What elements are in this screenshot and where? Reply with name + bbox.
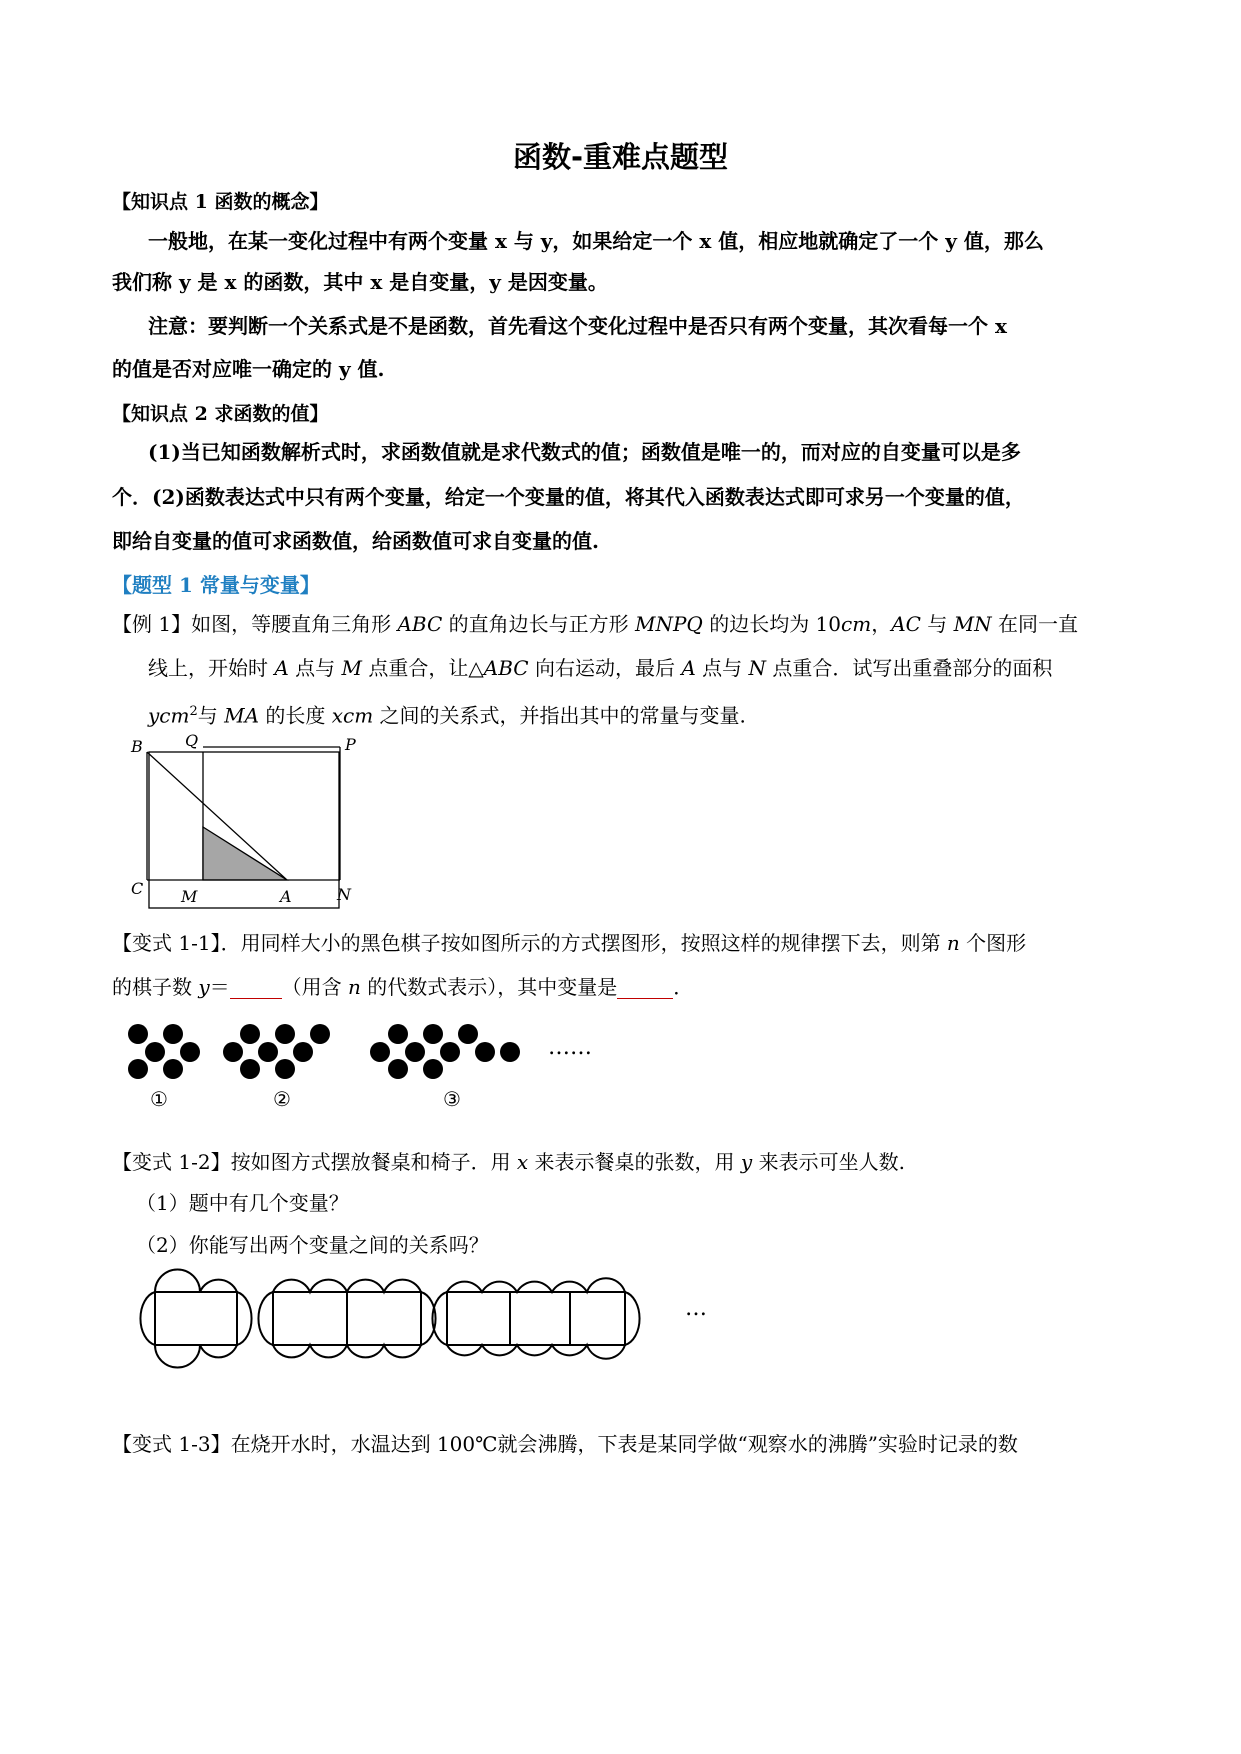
v11-line1: 【变式 1-1】．用同样大小的黑色棋子按如图所示的方式摆图形，按照这样的规律摆下去，则第 n 个图形 [112,931,1027,955]
kp1-note-line2: 的值是否对应唯一确定的 y 值. [112,357,385,381]
type1-heading: 【题型 1 常量与变量】 [112,573,320,597]
label-C: C [131,879,144,898]
tables-ellipsis: … [685,1296,707,1321]
label-M: M [181,887,198,906]
kp2-heading: 【知识点 2 求函数的值】 [112,403,329,425]
page-title: 函数-重难点题型 [512,140,729,174]
pattern-label-1: ① [150,1087,168,1111]
kp1-note-line1: 注意：要判断一个关系式是不是函数，首先看这个变化过程中是否只有两个变量，其次看每一个 x [148,314,1007,338]
ex1-line3: ycm$^2$与 MA 的长度 xcm 之间的关系式，并指出其中的常量与变量. [148,703,746,728]
kp2-line3: 即给自变量的值可求函数值，给函数值可求自变量的值. [112,529,599,553]
pattern-label-2: ② [273,1087,291,1111]
v12-question-2: （2）你能写出两个变量之间的关系吗？ [136,1233,489,1257]
label-N: N [337,885,351,904]
v12-question-1: （1）题中有几个变量？ [136,1191,349,1215]
label-B: B [131,737,143,756]
triangle-square-figure [125,732,365,912]
tables-chairs-figure [125,1265,725,1375]
kp2-line2: 个．(2)函数表达式中只有两个变量，给定一个变量的值，将其代入函数表达式即可求另一个变量的值， [112,485,1025,509]
kp2-line1: (1)当已知函数解析式时，求函数值就是求代数式的值；函数值是唯一的，而对应的自变量可以是多 [148,440,1021,464]
pattern-ellipsis: …… [548,1035,592,1060]
label-A: A [280,887,292,906]
ex1-line1: 【例 1】如图，等腰直角三角形 ABC 的直角边长与正方形 MNPQ 的边长均为 10cm，AC 与 MN 在同一直 [112,612,1078,636]
label-P: P [345,735,356,754]
chess-pattern-figure [120,1010,620,1115]
v13-line1: 【变式 1-3】在烧开水时，水温达到 100℃就会沸腾，下表是某同学做“观察水的沸腾”实验时记录的数 [112,1432,1018,1456]
answer-blank-1[interactable] [230,980,282,999]
ex1-line2: 线上，开始时 A 点与 M 点重合，让△ABC 向右运动，最后 A 点与 N 点重合．试写出重叠部分的面积 [148,656,1053,680]
pattern-label-3: ③ [443,1087,461,1111]
v12-line1: 【变式 1-2】按如图方式摆放餐桌和椅子．用 x 来表示餐桌的张数，用 y 来表示可坐人数. [112,1150,905,1174]
kp1-heading: 【知识点 1 函数的概念】 [112,191,329,213]
kp1-para-line2: 我们称 y 是 x 的函数，其中 x 是自变量，y 是因变量。 [112,270,608,294]
v11-line2: 的棋子数 y＝ （用含 n 的代数式表示），其中变量是 ． [112,975,694,999]
answer-blank-2[interactable] [617,980,673,999]
label-Q: Q [185,732,199,750]
kp1-para-line1: 一般地，在某一变化过程中有两个变量 x 与 y，如果给定一个 x 值，相应地就确定了一个 y 值，那么 [148,229,1044,253]
